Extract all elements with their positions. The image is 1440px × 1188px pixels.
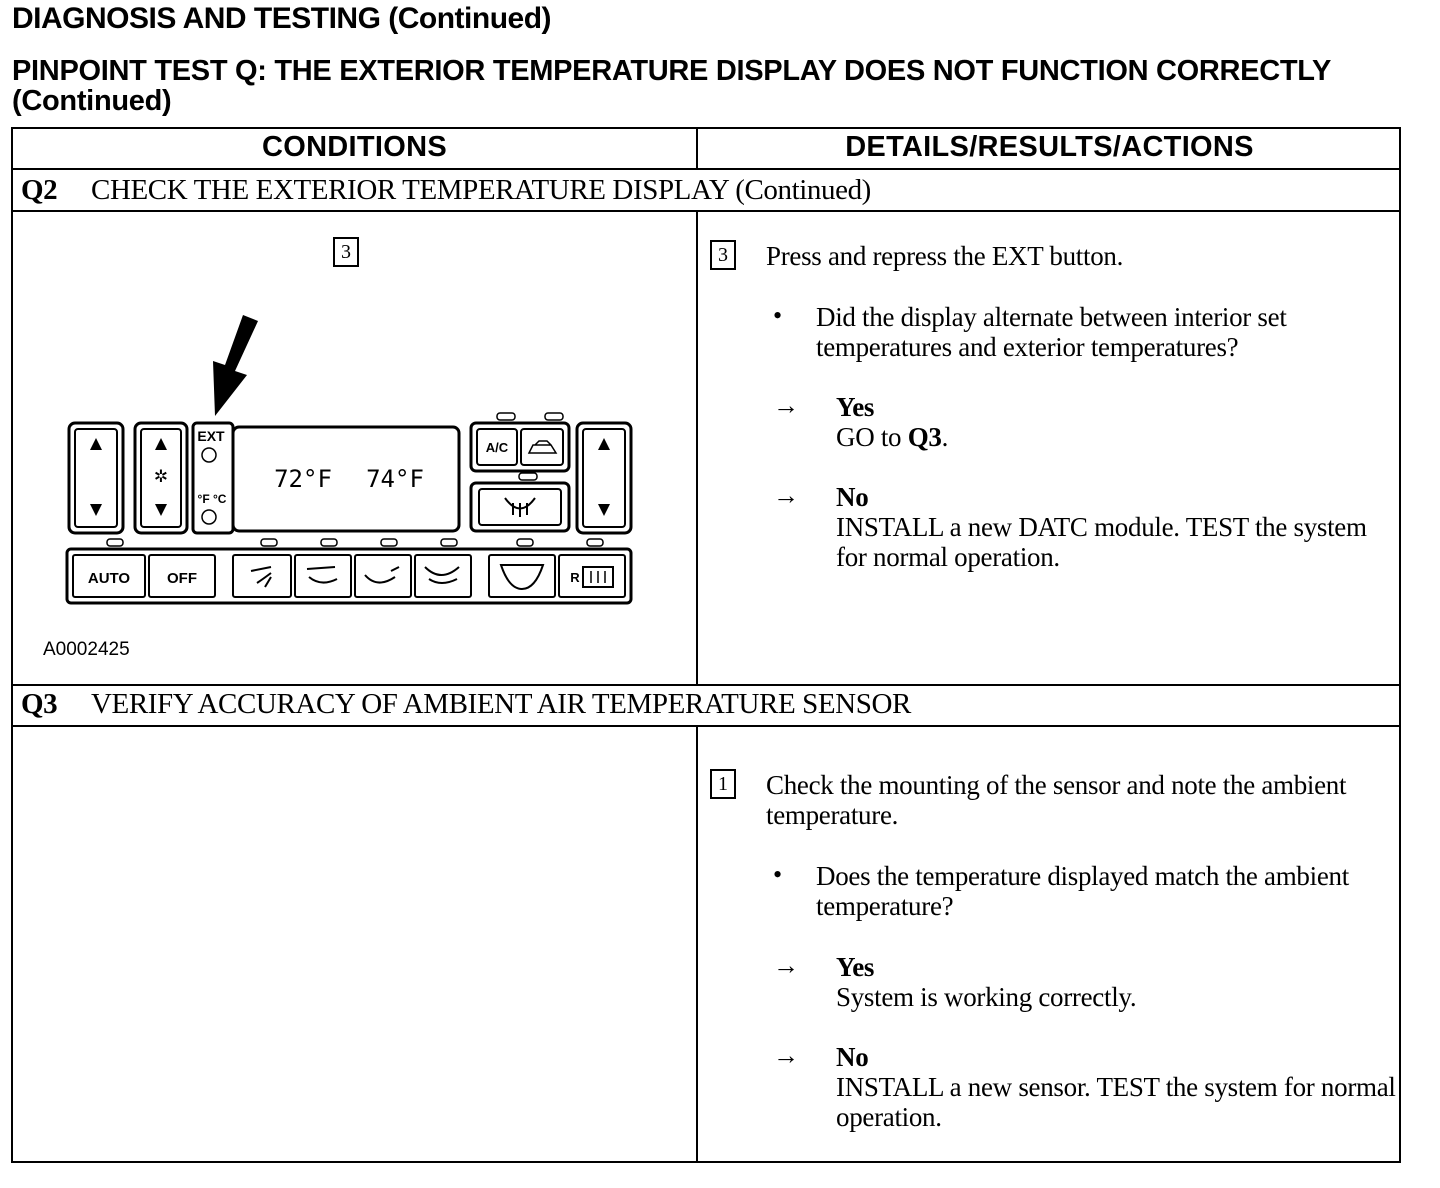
- floor-button: [355, 555, 411, 597]
- q2-section-heading: [21, 174, 871, 207]
- off-label: OFF: [167, 570, 197, 587]
- q2-step-box: 3: [710, 240, 736, 270]
- q3-head-divider: [13, 725, 1399, 727]
- panel-indicator-icon: [261, 539, 277, 546]
- rear-label: R: [570, 570, 580, 585]
- bilevel-button: [295, 555, 351, 597]
- recirc-indicator-icon: [545, 413, 563, 420]
- q3-yes-arrow-icon: →: [773, 951, 799, 980]
- q2-no-action: INSTALL a new DATC module. TEST the system for normal operation.: [836, 512, 1367, 572]
- auto-indicator-icon: [107, 539, 123, 546]
- q2-yes-arrow-icon: →: [773, 391, 799, 420]
- fan-icon: ✲: [153, 467, 169, 487]
- page-title: DIAGNOSIS AND TESTING (Continued): [12, 2, 552, 35]
- panel-vent-button: [233, 555, 291, 597]
- q2-yes-action-prefix: GO to: [836, 422, 908, 452]
- pinpoint-test-table: [11, 127, 1401, 1163]
- q3-section-heading: [21, 688, 911, 721]
- q2-no-label: No: [836, 482, 869, 512]
- defrost-indicator-icon: [517, 539, 533, 546]
- auto-label: AUTO: [87, 570, 131, 587]
- q2-id: Q2: [21, 174, 58, 206]
- figure-step-box: 3: [333, 237, 359, 267]
- q3-question: Does the temperature displayed match the ambient temperature?: [816, 861, 1349, 921]
- header-divider: [13, 168, 1399, 170]
- pointer-arrow: [213, 315, 258, 416]
- pinpoint-test-title: PINPOINT TEST Q: THE EXTERIOR TEMPERATURE DISPLAY DOES NOT FUNCTION CORRECTLY (Continued): [12, 55, 1331, 117]
- q3-yes-action: System is working correctly.: [836, 982, 1137, 1012]
- conditions-header: CONDITIONS: [261, 131, 448, 163]
- q2-yes-target-link[interactable]: Q3: [907, 422, 942, 452]
- q2-title: CHECK THE EXTERIOR TEMPERATURE DISPLAY (Continued): [91, 174, 871, 206]
- q2-column-divider: [696, 210, 698, 684]
- rear-defrost-indicator-icon: [587, 539, 603, 546]
- q2-yes-action-suffix: .: [941, 422, 949, 452]
- q2-yes-action: [836, 422, 1376, 452]
- left-temperature-reading: 72°F: [274, 465, 332, 493]
- front-defrost-indicator-icon: [519, 473, 537, 480]
- temperature-display: [233, 427, 459, 531]
- ext-label: EXT: [197, 428, 225, 444]
- details-header: DETAILS/RESULTS/ACTIONS: [845, 131, 1254, 163]
- q2-question: Did the display alternate between interior set temperatures and exterior temperatures?: [816, 302, 1287, 362]
- q3-bullet: •: [773, 860, 783, 889]
- q2-bullet: •: [773, 301, 783, 330]
- q2-no-arrow-icon: →: [773, 481, 799, 510]
- q3-yes-label: Yes: [836, 952, 875, 982]
- q3-no-action: INSTALL a new sensor. TEST the system for normal operation.: [836, 1072, 1396, 1132]
- figure-id: A0002425: [43, 639, 130, 660]
- q3-no-label: No: [836, 1042, 869, 1072]
- q3-id: Q3: [21, 688, 58, 720]
- unit-label: °F °C: [197, 492, 227, 506]
- unit-indicator-icon: [202, 510, 216, 524]
- ac-label: A/C: [485, 440, 509, 455]
- ext-indicator-icon: [202, 448, 216, 462]
- q3-step-text: Check the mounting of the sensor and note the ambient temperature.: [766, 770, 1347, 830]
- q3-column-divider: [696, 725, 698, 1161]
- q3-step-box: 1: [710, 769, 736, 799]
- bilevel-indicator-icon: [321, 539, 337, 546]
- recirc-button: [521, 429, 563, 465]
- q2-step-text: Press and repress the EXT button.: [766, 241, 1124, 271]
- climate-control-panel-figure: [65, 301, 645, 621]
- q2-head-divider: [13, 210, 1399, 212]
- floor-defrost-button: [415, 555, 471, 597]
- defrost-button: [489, 555, 555, 597]
- q3-top-divider: [13, 684, 1399, 686]
- ac-indicator-icon: [497, 413, 515, 420]
- right-temperature-reading: 74°F: [366, 465, 424, 493]
- q3-title: VERIFY ACCURACY OF AMBIENT AIR TEMPERATURE SENSOR: [91, 688, 911, 720]
- floor-indicator-icon: [381, 539, 397, 546]
- q3-no-arrow-icon: →: [773, 1041, 799, 1070]
- floor-defrost-indicator-icon: [441, 539, 457, 546]
- q2-yes-label: Yes: [836, 392, 875, 422]
